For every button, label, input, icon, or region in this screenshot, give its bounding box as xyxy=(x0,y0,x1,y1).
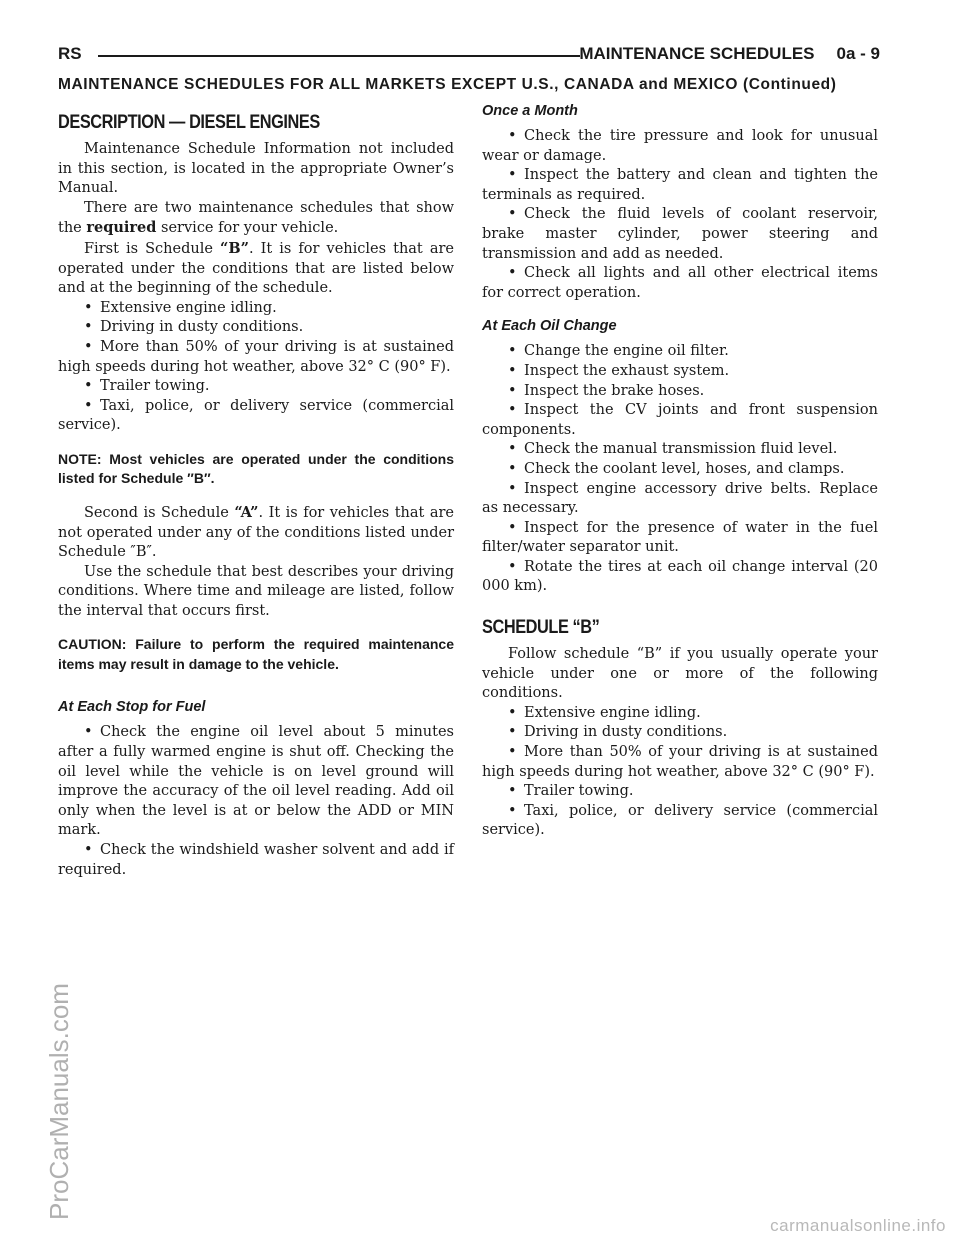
list-item: • Inspect for the presence of water in the fuel filter/water separator unit. xyxy=(482,519,878,556)
note-text: NOTE: Most vehicles are operated under the conditions listed for Schedule ″B″. xyxy=(58,450,454,487)
list-item: • Check the tire pressure and look for unusual wear or damage. xyxy=(482,128,878,164)
bottom-watermark: carmanualsonline.info xyxy=(770,1216,946,1235)
two-schedules-paragraph: There are two maintenance schedules that show the required service for your vehicle. xyxy=(58,199,454,237)
list-item: • Check the engine oil level about 5 minutes after a fully warmed engine is shut off. Checking the oil level while the vehicle is on level ground will improve the accuracy of the oil level reading. Add oil only when the level is at or below the ADD or MIN mark. xyxy=(58,724,454,839)
fuel-stop-heading: At Each Stop for Fuel xyxy=(58,699,206,716)
schedule-b-heading: SCHEDULE “B” xyxy=(482,617,600,639)
list-item: • Driving in dusty conditions. xyxy=(84,319,304,336)
diesel-heading: DESCRIPTION — DIESEL ENGINES xyxy=(58,112,320,133)
left-column xyxy=(58,112,454,880)
right-column xyxy=(482,103,878,841)
header-rule xyxy=(98,55,580,57)
list-item: • Check the fluid levels of coolant reservoir, brake master cylinder, power steering and transmission and add as needed. xyxy=(482,206,878,262)
oil-change-heading: At Each Oil Change xyxy=(482,318,617,335)
header-section: MAINTENANCE SCHEDULES xyxy=(579,44,815,63)
header-code: RS xyxy=(58,44,82,63)
header-right xyxy=(579,44,880,64)
list-item: • Trailer towing. xyxy=(508,783,634,800)
caution-text: CAUTION: Failure to perform the required maintenance items may result in damage to the vehicle. xyxy=(58,636,454,672)
section-subheader: MAINTENANCE SCHEDULES FOR ALL MARKETS EXCEPT U.S., CANADA and MEXICO (Continued) xyxy=(58,76,837,93)
page-number: 0a - 9 xyxy=(836,44,880,63)
side-watermark: ProCarManuals.com xyxy=(44,983,74,1220)
schedule-b-intro: Follow schedule “B” if you usually operate your vehicle under one or more of the following conditions. xyxy=(482,646,878,702)
list-item: • More than 50% of your driving is at sustained high speeds during hot weather, above 32° C (90° F). xyxy=(482,744,878,780)
list-item: • Trailer towing. xyxy=(84,378,210,395)
list-item: • Taxi, police, or delivery service (commercial service). xyxy=(58,397,454,434)
list-item: • Inspect the battery and clean and tighten the terminals as required. xyxy=(482,167,878,203)
monthly-heading: Once a Month xyxy=(482,103,578,119)
list-item: • Check all lights and all other electrical items for correct operation. xyxy=(482,265,878,301)
schedule-b-paragraph: First is Schedule “B”. It is for vehicles that are operated under the conditions that are listed below and at the beginning of the schedule. xyxy=(58,239,454,297)
list-item: • Inspect engine accessory drive belts. Replace as necessary. xyxy=(482,480,878,517)
list-item: • Check the manual transmission fluid level. xyxy=(508,441,838,458)
use-schedule-paragraph: Use the schedule that best describes your driving conditions. Where time and mileage are listed, follow the interval that occurs first. xyxy=(58,563,454,619)
list-item: • Check the coolant level, hoses, and clamps. xyxy=(508,460,845,477)
list-item: • Extensive engine idling. xyxy=(84,299,277,316)
list-item: • Inspect the CV joints and front suspension components. xyxy=(482,402,878,438)
list-item: • Taxi, police, or delivery service (commercial service). xyxy=(482,802,878,839)
list-item: • Extensive engine idling. xyxy=(508,704,701,721)
list-item: • Inspect the exhaust system. xyxy=(508,362,730,379)
schedule-a-paragraph: Second is Schedule “A”. It is for vehicles that are not operated under any of the conditions listed under Schedule ″B″. xyxy=(58,503,454,561)
list-item: • Inspect the brake hoses. xyxy=(508,382,705,399)
list-item: • Change the engine oil filter. xyxy=(508,343,729,360)
page-header xyxy=(58,44,880,68)
intro-paragraph: Maintenance Schedule Information not included in this section, is located in the appropriate Owner’s Manual. xyxy=(58,141,454,197)
list-item: • Driving in dusty conditions. xyxy=(508,724,728,741)
list-item: • Check the windshield washer solvent and add if required. xyxy=(58,842,454,878)
list-item: • Rotate the tires at each oil change interval (20 000 km). xyxy=(482,558,878,595)
list-item: • More than 50% of your driving is at sustained high speeds during hot weather, above 32° C (90° F). xyxy=(58,338,454,375)
